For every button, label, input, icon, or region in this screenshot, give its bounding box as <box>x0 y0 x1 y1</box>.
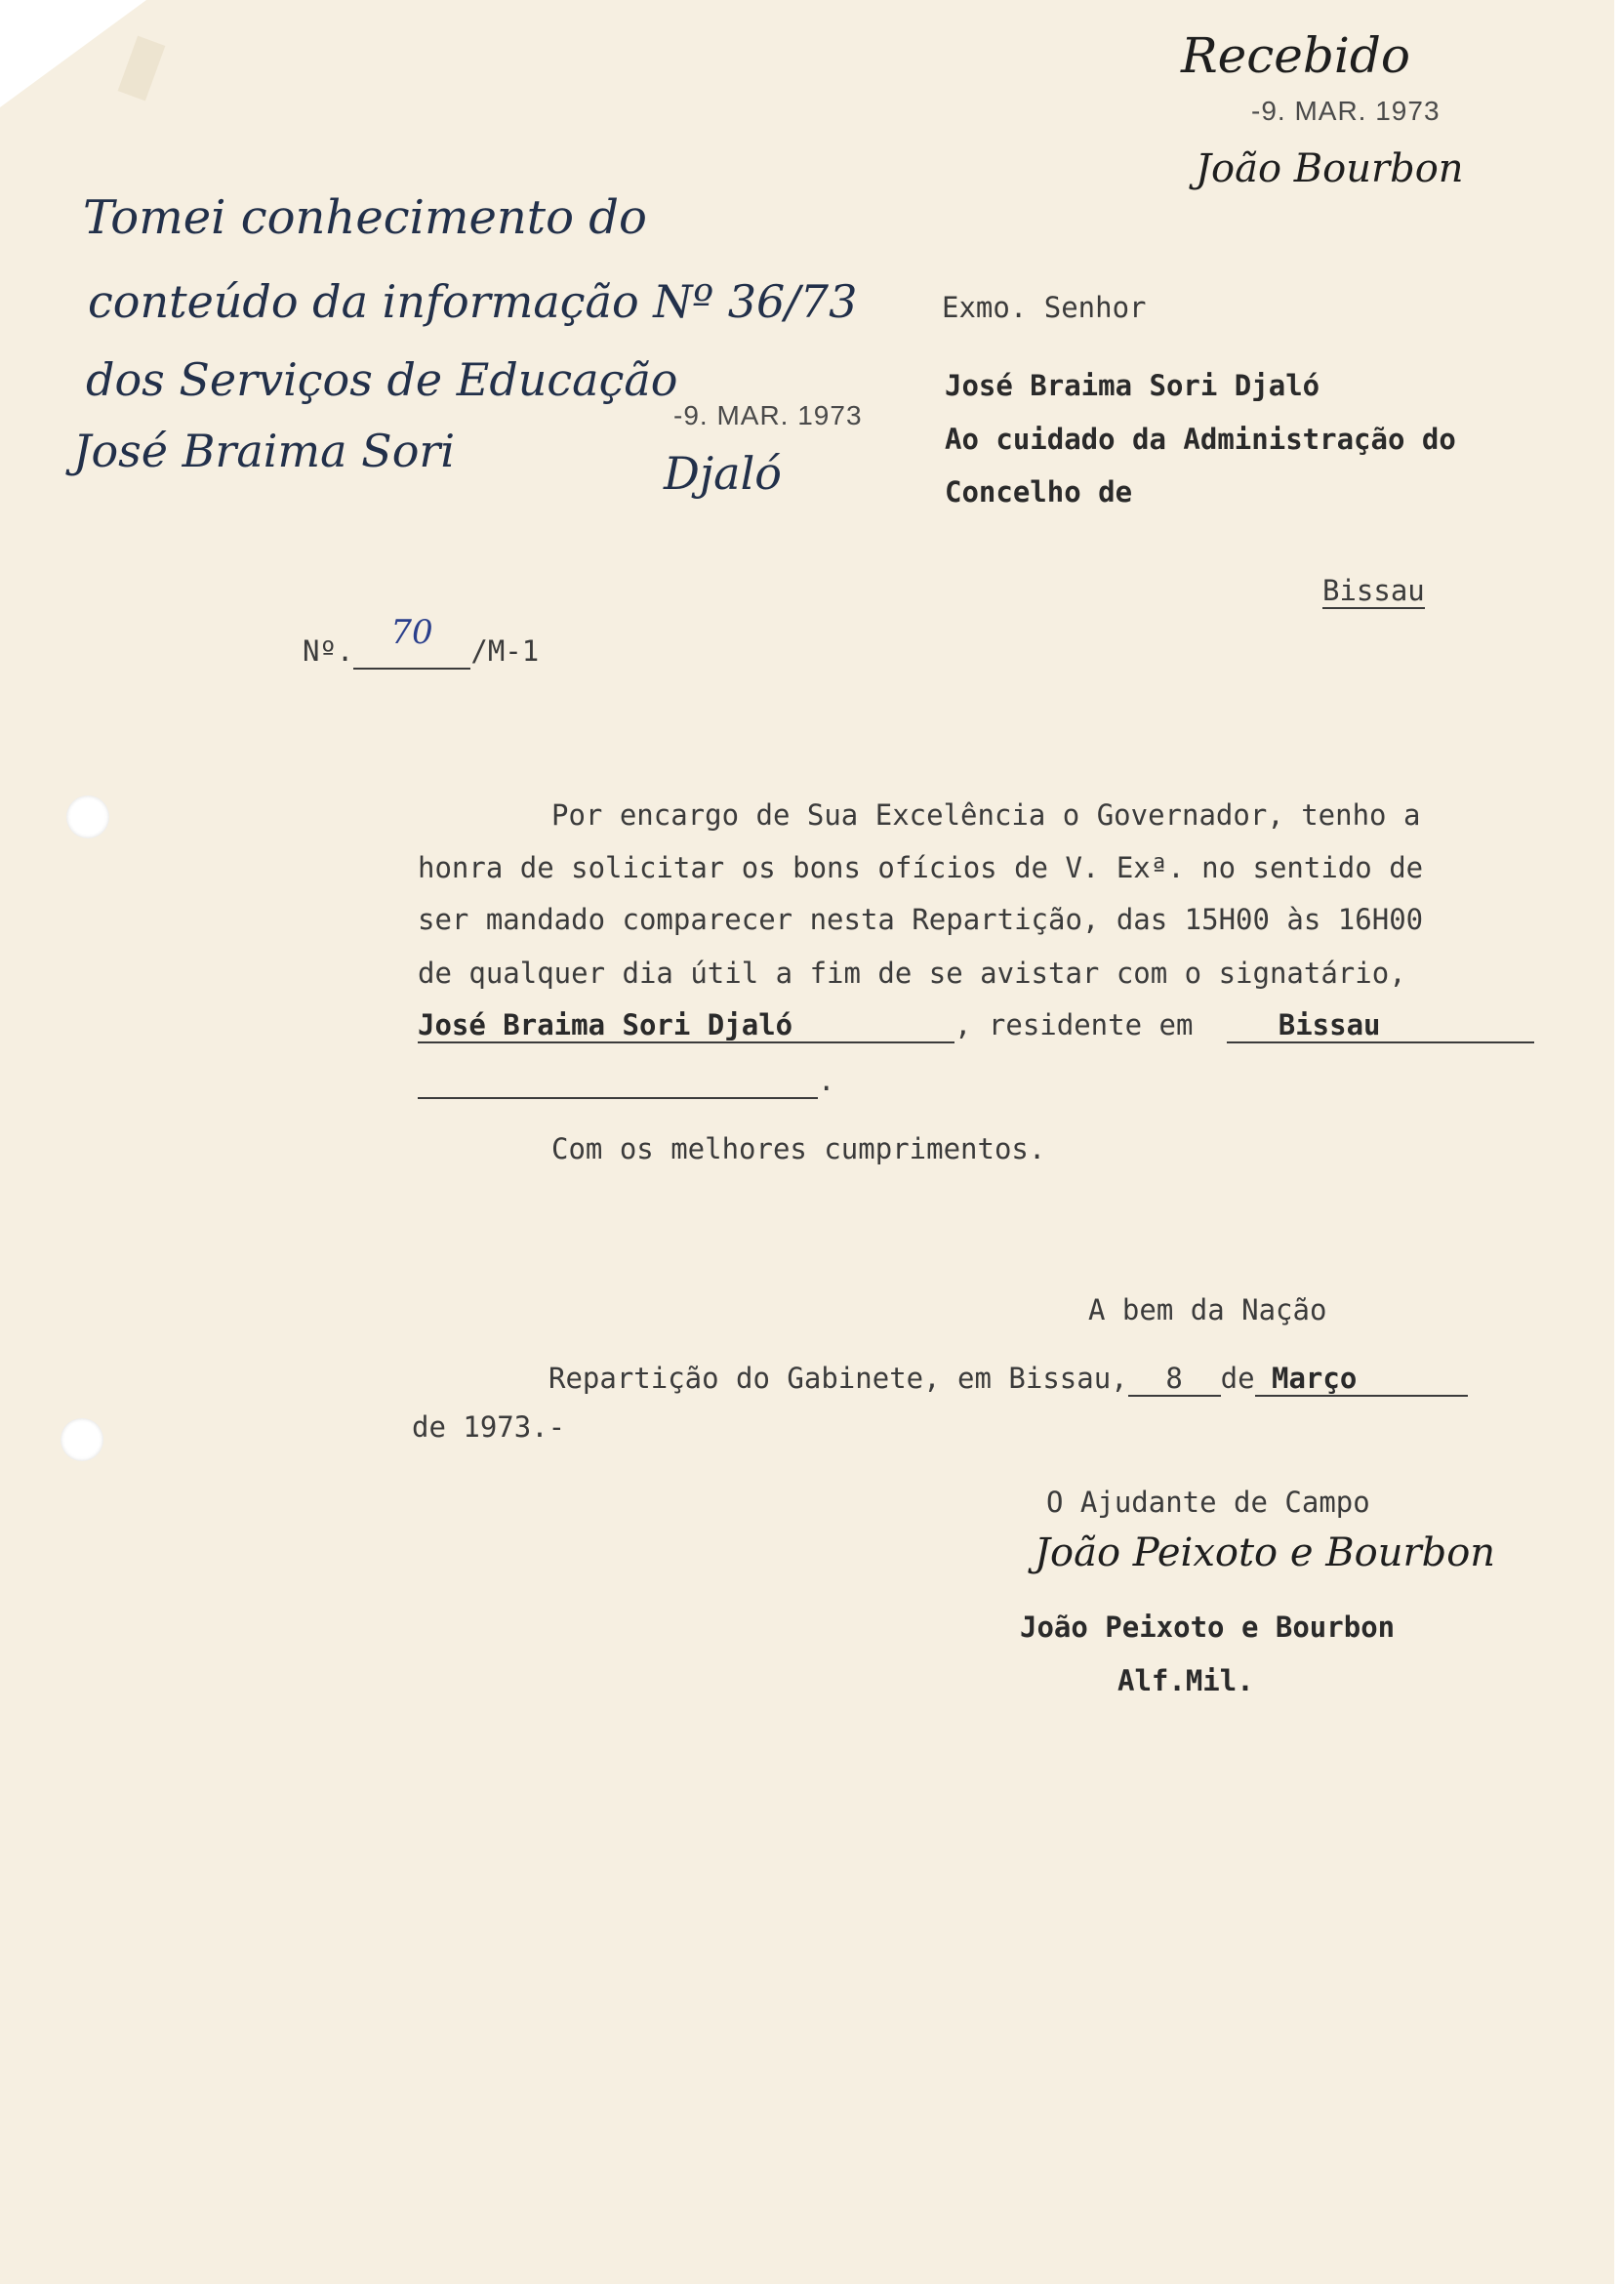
note-date-stamp: -9. MAR. 1973 <box>673 400 863 430</box>
received-signature: João Bourbon <box>1196 146 1464 191</box>
place-date-line <box>548 1362 1468 1397</box>
body-period: . <box>818 1064 835 1097</box>
punch-hole-top <box>66 795 109 838</box>
punch-hole-bottom <box>61 1418 103 1461</box>
ref-number-blank <box>353 613 470 670</box>
salutation: Exmo. Senhor <box>942 291 1147 324</box>
motto: A bem da Nação <box>1088 1293 1327 1326</box>
residence-label: , residente em <box>954 1008 1194 1041</box>
day: 8 <box>1165 1362 1183 1395</box>
person-name-field <box>418 1008 954 1043</box>
closing: Com os melhores cumprimentos. <box>551 1132 1046 1165</box>
reference-number <box>303 613 540 670</box>
received-handwritten: Recebido <box>1181 27 1410 84</box>
care-of-line-1: Ao cuidado da Administração do <box>945 423 1456 456</box>
body-line-3: ser mandado comparecer nesta Repartição, das 15H00 às 16H00 <box>418 903 1424 936</box>
body-line-1: Por encargo de Sua Excelência o Governador, tenho a <box>551 798 1421 832</box>
handwritten-note-line-5: Djaló <box>664 447 782 500</box>
ref-prefix: Nº. <box>303 634 354 668</box>
received-date-stamp: -9. MAR. 1973 <box>1251 96 1441 126</box>
handwritten-note-line-1: Tomei conhecimento do <box>83 190 647 245</box>
signer-rank: Alf.Mil. <box>1117 1664 1254 1697</box>
handwritten-note-line-4: José Braima Sori <box>73 425 456 477</box>
residence-continuation-blank <box>418 1064 818 1099</box>
body-line-5 <box>418 1008 1534 1043</box>
person-name: José Braima Sori Djaló <box>418 1008 793 1041</box>
month: Março <box>1272 1362 1358 1395</box>
body-line-2: honra de solicitar os bons ofícios de V. Exª. no sentido de <box>418 851 1424 884</box>
month-field <box>1255 1362 1468 1397</box>
city-underlined: Bissau <box>1322 574 1425 607</box>
care-of-line-2: Concelho de <box>945 475 1133 509</box>
ref-number-handwritten: 70 <box>390 613 433 652</box>
body-line-6 <box>418 1064 834 1099</box>
signer-signature: João Peixoto e Bourbon <box>1035 1530 1496 1575</box>
de-word: de <box>1220 1362 1255 1395</box>
signer-name: João Peixoto e Bourbon <box>1020 1611 1396 1644</box>
addressee-city <box>1322 574 1425 609</box>
residence: Bissau <box>1278 1008 1381 1041</box>
place-date-prefix: Repartição do Gabinete, em Bissau, <box>548 1362 1128 1395</box>
year-line: de 1973.- <box>412 1410 566 1444</box>
residence-field <box>1227 1008 1534 1043</box>
day-field <box>1128 1362 1221 1397</box>
signer-title: O Ajudante de Campo <box>1046 1486 1370 1519</box>
handwritten-note-line-2: conteúdo da informação Nº 36/73 <box>88 275 858 328</box>
addressee-name: José Braima Sori Djaló <box>945 369 1320 402</box>
ref-suffix: /M-1 <box>470 634 540 668</box>
handwritten-note-line-3: dos Serviços de Educação <box>86 353 678 406</box>
body-line-4: de qualquer dia útil a fim de se avistar com o signatário, <box>418 957 1406 990</box>
